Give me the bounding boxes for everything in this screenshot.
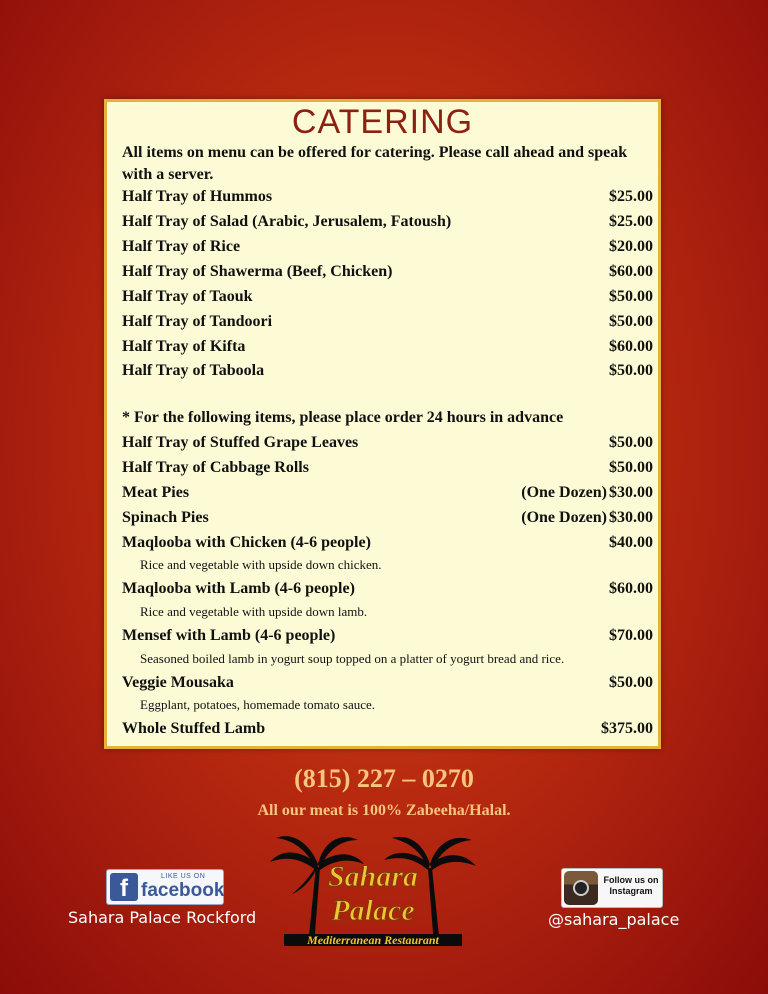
- menu-item: [122, 261, 653, 283]
- item-price: $50.00: [609, 674, 653, 691]
- item-name: Half Tray of Shawerma (Beef, Chicken): [122, 263, 393, 280]
- logo-line2: Palace: [331, 894, 415, 927]
- menu-item: [122, 236, 653, 258]
- advance-order-note: * For the following items, please place order 24 hours in advance: [122, 409, 564, 426]
- item-description: Rice and vegetable with upside down chicken.: [140, 557, 382, 572]
- item-price: $25.00: [609, 188, 653, 205]
- item-price: $60.00: [609, 263, 653, 280]
- item-name: Half Tray of Kifta: [122, 338, 246, 355]
- item-price: $40.00: [609, 534, 653, 551]
- item-price: $25.00: [609, 213, 653, 230]
- item-price: $375.00: [601, 720, 653, 737]
- item-name: Veggie Mousaka: [122, 674, 234, 691]
- instagram-handle[interactable]: @sahara_palace: [548, 910, 680, 929]
- item-name: Half Tray of Stuffed Grape Leaves: [122, 434, 359, 451]
- menu-title: CATERING: [291, 103, 474, 141]
- item-name: Whole Stuffed Lamb: [122, 720, 266, 737]
- menu-item: [122, 311, 653, 333]
- item-price: $70.00: [609, 627, 653, 644]
- item-name: Spinach Pies: [122, 509, 209, 526]
- menu-item: [122, 672, 653, 694]
- menu-item: [122, 625, 653, 647]
- logo-line1: Sahara: [327, 860, 419, 893]
- item-quantity: (One Dozen): [521, 509, 607, 526]
- item-price: $30.00: [609, 509, 653, 526]
- menu-item: [122, 432, 653, 454]
- facebook-page-name[interactable]: Sahara Palace Rockford: [68, 908, 257, 927]
- item-price: $50.00: [609, 434, 653, 451]
- item-name: Maqlooba with Chicken (4-6 people): [122, 534, 371, 551]
- item-description: Seasoned boiled lamb in yogurt soup topped on a platter of yogurt bread and rice.: [140, 651, 565, 666]
- catering-menu-panel: [104, 99, 661, 749]
- item-name: Mensef with Lamb (4-6 people): [122, 627, 336, 644]
- item-price: $20.00: [609, 238, 653, 255]
- facebook-badge[interactable]: [106, 869, 224, 905]
- phone-number[interactable]: (815) 227 – 0270: [294, 764, 474, 793]
- item-price-group: [521, 507, 653, 529]
- item-price: $50.00: [609, 362, 653, 379]
- menu-intro: All items on menu can be offered for catering. Please call ahead and speak with a server.: [122, 144, 628, 183]
- item-name: Half Tray of Hummos: [122, 188, 273, 205]
- item-name: Half Tray of Salad (Arabic, Jerusalem, Fatoush): [122, 213, 452, 230]
- menu-item: [122, 336, 653, 358]
- menu-item: [122, 507, 653, 529]
- halal-notice: All our meat is 100% Zabeeha/Halal.: [257, 802, 511, 819]
- item-name: Half Tray of Taboola: [122, 362, 265, 379]
- item-description: Eggplant, potatoes, homemade tomato sauce.: [140, 697, 376, 712]
- item-price-group: [521, 482, 653, 504]
- item-price: $50.00: [609, 459, 653, 476]
- instagram-follow-label: Follow us on: [603, 875, 659, 885]
- item-price: $50.00: [609, 313, 653, 330]
- menu-item: [122, 211, 653, 233]
- item-price: $60.00: [609, 580, 653, 597]
- menu-item: [122, 457, 653, 479]
- menu-item: [122, 578, 653, 600]
- item-quantity: (One Dozen): [521, 484, 607, 501]
- item-name: Half Tray of Cabbage Rolls: [122, 459, 309, 476]
- camera-lens-icon: [573, 880, 589, 896]
- item-name: Half Tray of Rice: [122, 238, 241, 255]
- menu-item: [122, 286, 653, 308]
- item-name: Maqlooba with Lamb (4-6 people): [122, 580, 355, 597]
- menu-item: [122, 360, 653, 382]
- item-price: $50.00: [609, 288, 653, 305]
- item-price: $30.00: [609, 484, 653, 501]
- instagram-wordmark: Instagram: [609, 886, 653, 896]
- facebook-icon: f: [110, 873, 138, 901]
- item-price: $60.00: [609, 338, 653, 355]
- menu-item: [122, 482, 653, 504]
- menu-item: [122, 532, 653, 554]
- facebook-wordmark: facebook: [141, 880, 225, 901]
- item-name: Half Tray of Tandoori: [122, 313, 273, 330]
- instagram-badge[interactable]: [561, 868, 663, 908]
- menu-item: [122, 186, 653, 208]
- instagram-icon: [564, 871, 598, 905]
- item-name: Half Tray of Taouk: [122, 288, 253, 305]
- facebook-like-label: LIKE US ON: [161, 873, 206, 880]
- logo-tagline: Mediterranean Restaurant: [307, 933, 439, 947]
- item-name: Meat Pies: [122, 484, 190, 501]
- instagram-label: [601, 875, 661, 897]
- sahara-palace-logo: [268, 828, 478, 950]
- menu-item: [122, 718, 653, 740]
- item-description: Rice and vegetable with upside down lamb.: [140, 604, 368, 619]
